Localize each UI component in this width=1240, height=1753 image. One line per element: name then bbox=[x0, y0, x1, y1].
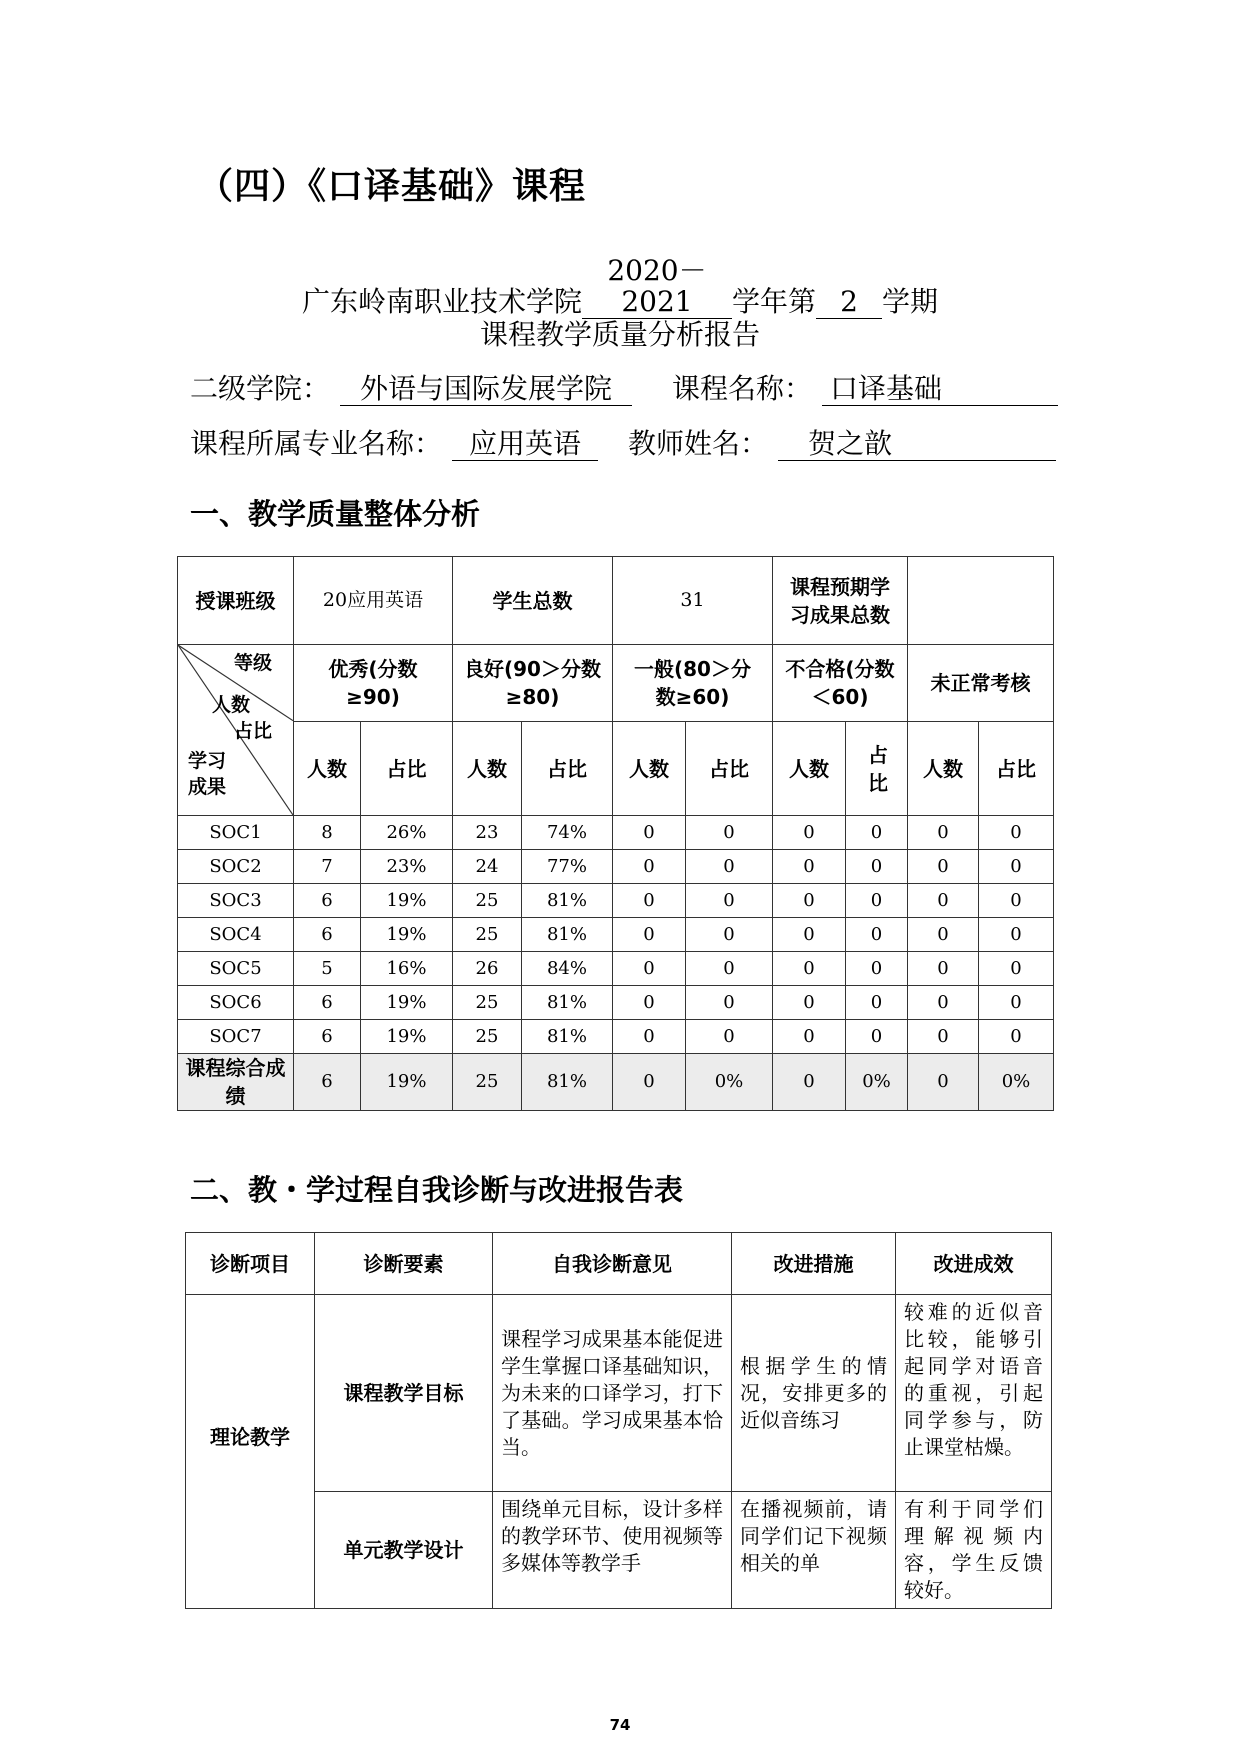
outcome-cell: 0 bbox=[773, 816, 846, 850]
outcome-cell: 0 bbox=[613, 884, 686, 918]
outcome-cell: 25 bbox=[453, 1020, 522, 1054]
count-header: 人数 bbox=[453, 722, 522, 816]
page-number: 74 bbox=[609, 1716, 631, 1734]
class-info-row bbox=[178, 557, 1054, 645]
class-value: 20应用英语 bbox=[294, 557, 453, 645]
semester-suffix: 学期 bbox=[882, 284, 939, 318]
outcome-cell: 0 bbox=[979, 1020, 1054, 1054]
outcome-cell: 0 bbox=[773, 986, 846, 1020]
outcome-cell: 26% bbox=[361, 816, 453, 850]
diagnosis-row bbox=[186, 1492, 1052, 1609]
heading-self-diagnosis: 二、教・学过程自我诊断与改进报告表 bbox=[190, 1173, 684, 1207]
outcome-cell: 5 bbox=[294, 952, 361, 986]
outcome-cell: 26 bbox=[453, 952, 522, 986]
header-effect: 改进成效 bbox=[896, 1233, 1052, 1295]
outcome-cell: 24 bbox=[453, 850, 522, 884]
teacher-label: 教师姓名： bbox=[628, 427, 769, 460]
outcome-name: SOC1 bbox=[178, 816, 294, 850]
outcome-name: SOC3 bbox=[178, 884, 294, 918]
count-header: 人数 bbox=[773, 722, 846, 816]
outcome-cell: 0 bbox=[979, 952, 1054, 986]
teacher-value: 贺之歆 bbox=[778, 429, 1056, 461]
count-header: 人数 bbox=[908, 722, 979, 816]
outcome-cell: 81% bbox=[522, 884, 613, 918]
outcome-row bbox=[178, 884, 1054, 918]
outcome-cell: 0 bbox=[686, 952, 773, 986]
outcome-cell: 0 bbox=[613, 952, 686, 986]
outcome-name: SOC5 bbox=[178, 952, 294, 986]
outcome-cell: 0 bbox=[773, 918, 846, 952]
outcome-cell: 6 bbox=[294, 1020, 361, 1054]
outcome-name: SOC6 bbox=[178, 986, 294, 1020]
heading-quality-analysis: 一、教学质量整体分析 bbox=[190, 497, 481, 531]
outcome-cell: 0 bbox=[846, 816, 908, 850]
summary-label: 课程综合成绩 bbox=[178, 1054, 294, 1111]
outcome-cell: 0 bbox=[613, 850, 686, 884]
outcome-cell: 0 bbox=[846, 918, 908, 952]
outcome-cell: 0 bbox=[613, 816, 686, 850]
improvement-effect: 有利于同学们理解视频内容，学生反馈较好。 bbox=[896, 1492, 1052, 1609]
outcome-cell: 6 bbox=[294, 986, 361, 1020]
outcome-cell: 0 bbox=[686, 1020, 773, 1054]
outcome-cell: 0 bbox=[908, 1020, 979, 1054]
diagnosis-element: 单元教学设计 bbox=[315, 1492, 493, 1609]
outcome-cell: 7 bbox=[294, 850, 361, 884]
outcome-cell: 77% bbox=[522, 850, 613, 884]
outcome-cell: 0 bbox=[686, 850, 773, 884]
quality-analysis-table bbox=[177, 556, 1054, 1111]
outcome-cell: 0 bbox=[686, 884, 773, 918]
outcome-cell: 84% bbox=[522, 952, 613, 986]
students-label: 学生总数 bbox=[453, 557, 613, 645]
course-value: 口译基础 bbox=[822, 374, 1058, 406]
semester-value: 2 bbox=[816, 287, 882, 319]
outcome-cell: 0 bbox=[908, 850, 979, 884]
class-label: 授课班级 bbox=[178, 557, 294, 645]
outcome-cell: 0 bbox=[773, 1020, 846, 1054]
count-ratio-header-row bbox=[178, 722, 1054, 816]
grade-good: 良好(90＞分数≥80) bbox=[453, 645, 613, 722]
outcome-name: SOC7 bbox=[178, 1020, 294, 1054]
grade-pass: 一般(80＞分数≥60) bbox=[613, 645, 773, 722]
outcome-cell: 19% bbox=[361, 918, 453, 952]
outcome-cell: 23% bbox=[361, 850, 453, 884]
ratio-header: 占比 bbox=[522, 722, 613, 816]
outcome-cell: 0 bbox=[613, 986, 686, 1020]
quality-rows bbox=[178, 816, 1054, 1054]
outcome-cell: 0 bbox=[908, 816, 979, 850]
summary-cell: 0% bbox=[686, 1054, 773, 1111]
outcome-cell: 0 bbox=[686, 918, 773, 952]
outcome-cell: 0 bbox=[846, 986, 908, 1020]
self-diagnosis-table bbox=[185, 1232, 1052, 1609]
report-title: 课程教学质量分析报告 bbox=[479, 318, 760, 351]
outcome-cell: 81% bbox=[522, 918, 613, 952]
outcome-cell: 23 bbox=[453, 816, 522, 850]
diag-grade-label: 等级 bbox=[234, 652, 273, 674]
outcome-cell: 0 bbox=[686, 816, 773, 850]
outcome-cell: 0 bbox=[979, 850, 1054, 884]
outcome-row bbox=[178, 952, 1054, 986]
year-range: 2020－2021 bbox=[582, 256, 732, 319]
outcome-cell: 0 bbox=[979, 884, 1054, 918]
outcome-row bbox=[178, 918, 1054, 952]
summary-row bbox=[178, 1054, 1054, 1111]
summary-cell: 6 bbox=[294, 1054, 361, 1111]
outcome-cell: 0 bbox=[846, 952, 908, 986]
outcome-cell: 0 bbox=[773, 850, 846, 884]
outcome-cell: 74% bbox=[522, 816, 613, 850]
count-header: 人数 bbox=[613, 722, 686, 816]
outcome-cell: 6 bbox=[294, 918, 361, 952]
outcome-cell: 25 bbox=[453, 986, 522, 1020]
outcome-cell: 25 bbox=[453, 884, 522, 918]
header-element: 诊断要素 bbox=[315, 1233, 493, 1295]
diagnosis-opinion: 围绕单元目标，设计多样的教学环节、使用视频等多媒体等教学手 bbox=[493, 1492, 732, 1609]
header-measure: 改进措施 bbox=[732, 1233, 896, 1295]
course-label: 课程名称： bbox=[672, 372, 813, 405]
diagnosis-element: 课程教学目标 bbox=[315, 1295, 493, 1492]
header-item: 诊断项目 bbox=[186, 1233, 315, 1295]
ratio-header: 占比 bbox=[846, 722, 908, 816]
outcome-cell: 0 bbox=[908, 918, 979, 952]
outcome-cell: 19% bbox=[361, 986, 453, 1020]
diagnosis-header-row bbox=[186, 1233, 1052, 1295]
improvement-measure: 根据学生的情况，安排更多的近似音练习 bbox=[732, 1295, 896, 1492]
category-theory-teaching: 理论教学 bbox=[186, 1295, 315, 1609]
outcome-cell: 0 bbox=[846, 1020, 908, 1054]
report-header-line bbox=[0, 256, 1240, 320]
outcomes-total-value bbox=[908, 557, 1054, 645]
outcome-row bbox=[178, 1020, 1054, 1054]
grade-absent: 未正常考核 bbox=[908, 645, 1054, 722]
outcome-cell: 0 bbox=[613, 918, 686, 952]
outcome-row bbox=[178, 816, 1054, 850]
summary-cell: 25 bbox=[453, 1054, 522, 1111]
outcome-cell: 0 bbox=[908, 952, 979, 986]
ratio-header: 占比 bbox=[979, 722, 1054, 816]
outcome-cell: 0 bbox=[979, 986, 1054, 1020]
header-opinion: 自我诊断意见 bbox=[493, 1233, 732, 1295]
diagnosis-opinion: 课程学习成果基本能促进学生掌握口译基础知识，为未来的口译学习，打下了基础。学习成果基本恰当。 bbox=[493, 1295, 732, 1492]
info-line-college bbox=[190, 367, 1058, 407]
outcome-cell: 19% bbox=[361, 884, 453, 918]
info-line-major bbox=[190, 422, 1056, 462]
outcome-row bbox=[178, 850, 1054, 884]
summary-cell: 19% bbox=[361, 1054, 453, 1111]
outcome-cell: 8 bbox=[294, 816, 361, 850]
summary-cell: 0 bbox=[908, 1054, 979, 1111]
year-suffix: 学年第 bbox=[731, 284, 816, 318]
diag-ratio-label: 占比 bbox=[234, 720, 273, 742]
outcome-cell: 81% bbox=[522, 1020, 613, 1054]
outcome-cell: 0 bbox=[846, 850, 908, 884]
diagonal-header-cell bbox=[178, 645, 294, 816]
outcome-cell: 0 bbox=[773, 952, 846, 986]
major-value: 应用英语 bbox=[452, 429, 598, 461]
school-name: 广东岭南职业技术学院 bbox=[301, 284, 582, 318]
outcome-cell: 0 bbox=[979, 918, 1054, 952]
outcome-cell: 16% bbox=[361, 952, 453, 986]
grade-header-row bbox=[178, 645, 1054, 722]
college-value: 外语与国际发展学院 bbox=[340, 374, 632, 406]
students-value: 31 bbox=[613, 557, 773, 645]
college-label: 二级学院： bbox=[190, 372, 331, 405]
diagnosis-row bbox=[186, 1295, 1052, 1492]
outcome-cell: 19% bbox=[361, 1020, 453, 1054]
outcome-cell: 0 bbox=[908, 884, 979, 918]
diag-count-label: 人数 bbox=[212, 694, 251, 716]
summary-cell: 81% bbox=[522, 1054, 613, 1111]
ratio-header: 占比 bbox=[686, 722, 773, 816]
grade-fail: 不合格(分数＜60) bbox=[773, 645, 908, 722]
outcome-cell: 25 bbox=[453, 918, 522, 952]
improvement-effect: 较难的近似音比较，能够引起同学对语音的重视，引起同学参与，防止课堂枯燥。 bbox=[896, 1295, 1052, 1492]
summary-cell: 0% bbox=[846, 1054, 908, 1111]
summary-cell: 0% bbox=[979, 1054, 1054, 1111]
outcome-row bbox=[178, 986, 1054, 1020]
major-label: 课程所属专业名称： bbox=[190, 427, 443, 460]
outcome-cell: 0 bbox=[773, 884, 846, 918]
outcome-cell: 0 bbox=[686, 986, 773, 1020]
outcome-name: SOC2 bbox=[178, 850, 294, 884]
outcome-cell: 0 bbox=[613, 1020, 686, 1054]
outcome-cell: 81% bbox=[522, 986, 613, 1020]
outcome-name: SOC4 bbox=[178, 918, 294, 952]
ratio-header: 占比 bbox=[361, 722, 453, 816]
summary-cell: 0 bbox=[613, 1054, 686, 1111]
outcome-cell: 0 bbox=[908, 986, 979, 1020]
diag-outcome-label: 学习成果 bbox=[188, 750, 227, 798]
summary-cell: 0 bbox=[773, 1054, 846, 1111]
count-header: 人数 bbox=[294, 722, 361, 816]
improvement-measure: 在播视频前，请同学们记下视频相关的单 bbox=[732, 1492, 896, 1609]
outcome-cell: 0 bbox=[979, 816, 1054, 850]
outcome-cell: 0 bbox=[846, 884, 908, 918]
section-title: （四）《口译基础》课程 bbox=[197, 166, 587, 207]
outcomes-total-label: 课程预期学习成果总数 bbox=[773, 557, 908, 645]
outcome-cell: 6 bbox=[294, 884, 361, 918]
grade-excellent: 优秀(分数≥90) bbox=[294, 645, 453, 722]
